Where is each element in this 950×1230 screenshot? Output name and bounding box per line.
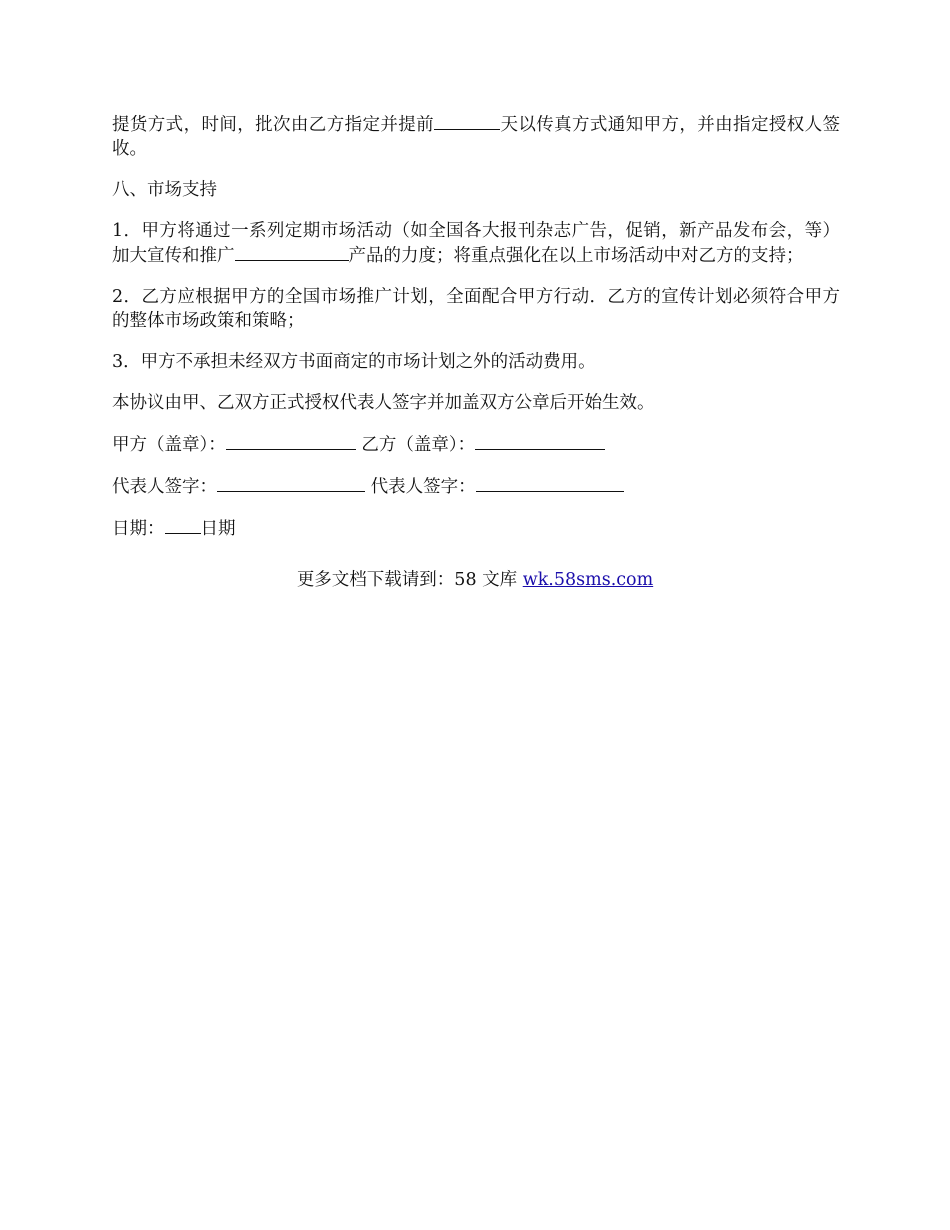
market-support-item-3: 3．甲方不承担未经双方书面商定的市场计划之外的活动费用。 <box>112 352 596 372</box>
item-1-text-after: 产品的力度；将重点强化在以上市场活动中对乙方的支持； <box>348 246 804 266</box>
item-1-text-before: 1．甲方将通过一系列定期市场活动（如全国各大报刊杂志广告，促销，新产品发布会，等）加大宣传和推广 <box>112 221 840 266</box>
date-suffix: 日期 <box>200 519 236 539</box>
party-a-rep-blank <box>217 474 365 492</box>
footer-text: 更多文档下载请到：58 文库 <box>296 570 523 590</box>
market-support-item-2: 2．乙方应根据甲方的全国市场推广计划，全面配合甲方行动．乙方的宣传计划必须符合甲方的整体市场政策和策略； <box>112 287 840 331</box>
document-body <box>112 112 840 558</box>
party-b-rep-blank <box>476 474 624 492</box>
market-support-item-1 <box>112 219 840 268</box>
delivery-text-after: 天以传真方式通知甲方，并由指定授权人签收。 <box>112 115 841 159</box>
party-b-seal-blank <box>475 432 605 450</box>
section-8-title: 八、市场支持 <box>112 180 217 200</box>
footer-link[interactable]: wk.58sms.com <box>522 570 654 590</box>
product-blank <box>235 243 349 261</box>
party-b-seal-label: 乙方（盖章）： <box>361 435 476 455</box>
date-row <box>112 516 840 541</box>
days-blank <box>434 112 500 130</box>
date-label: 日期： <box>112 519 165 539</box>
party-a-seal-blank <box>226 432 356 450</box>
seal-row <box>112 432 840 457</box>
date-blank <box>165 516 201 534</box>
delivery-text-before: 提货方式，时间，批次由乙方指定并提前 <box>112 115 435 135</box>
party-b-rep-label: 代表人签字： <box>370 477 476 497</box>
download-footer <box>0 568 950 592</box>
delivery-paragraph <box>112 112 840 161</box>
party-a-seal-label: 甲方（盖章）： <box>112 435 226 455</box>
signature-row <box>112 474 840 499</box>
effective-clause: 本协议由甲、乙双方正式授权代表人签字并加盖双方公章后开始生效。 <box>112 393 655 413</box>
party-a-rep-label: 代表人签字： <box>112 477 217 497</box>
